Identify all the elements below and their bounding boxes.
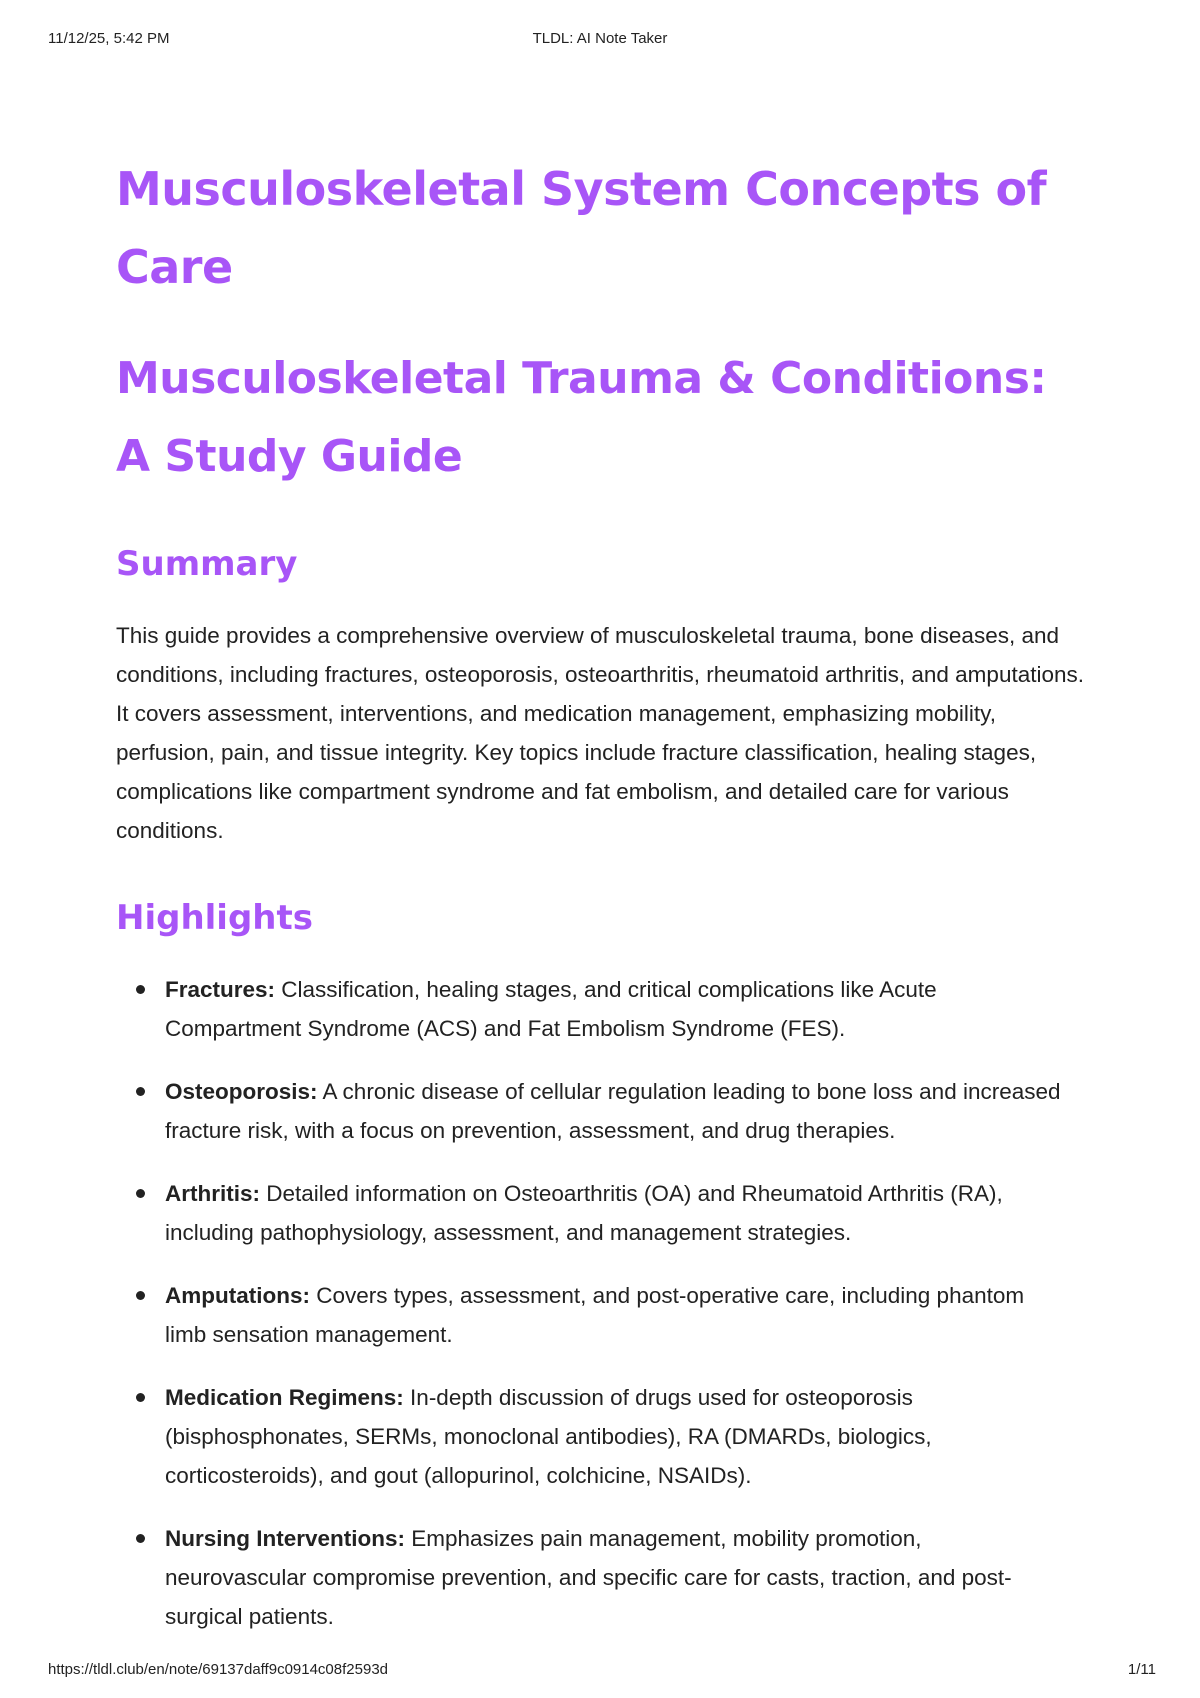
highlight-item (116, 1276, 1065, 1354)
highlight-text: Classification, healing stages, and critical complications like Acute Compartment Syndrome (ACS) and Fat Embolism Syndrome (FES). (165, 977, 937, 1041)
summary-heading: Summary (116, 544, 298, 584)
highlight-term: Nursing Interventions: (165, 1526, 406, 1551)
summary-text: This guide provides a comprehensive overview of musculoskeletal trauma, bone diseases, and conditions, including fractures, osteoporosis, osteoarthritis, rheumatoid arthritis, and amputations. It covers assessment, interventions, and medication management, emphasizing mobility, perfusion, pain, and tissue integrity. Key topics include fracture classification, healing stages, complications like compartment syndrome and fat embolism, and detailed care for various conditions. (116, 623, 1084, 843)
highlights-heading: Highlights (116, 898, 313, 938)
highlight-item (116, 1519, 1065, 1636)
bullet-icon (136, 1189, 145, 1198)
highlight-term: Osteoporosis: (165, 1079, 318, 1104)
bullet-icon (136, 1393, 145, 1402)
highlight-text: Covers types, assessment, and post-operative care, including phantom limb sensation management. (165, 1283, 1025, 1347)
print-page-title: TLDL: AI Note Taker (532, 30, 668, 47)
highlight-term: Fractures: (165, 977, 276, 1002)
bullet-icon (136, 1087, 145, 1096)
highlight-text: Detailed information on Osteoarthritis (OA) and Rheumatoid Arthritis (RA), including pathophysiology, assessment, and management strategies. (165, 1181, 1003, 1245)
print-datetime: 11/12/25, 5:42 PM (48, 30, 170, 47)
print-header (0, 30, 1200, 50)
highlight-item (116, 1378, 1065, 1495)
highlight-term: Medication Regimens: (165, 1385, 404, 1410)
print-url: https://tldl.club/en/note/69137daff9c0914c08f2593d (48, 1661, 388, 1678)
print-page-number: 1/11 (1127, 1661, 1156, 1678)
highlight-term: Arthritis: (165, 1181, 260, 1206)
highlight-item (116, 970, 1065, 1048)
bullet-icon (136, 985, 145, 994)
document-content (116, 150, 1096, 1660)
document-subtitle: Musculoskeletal Trauma & Conditions: A Study Guide (116, 353, 1047, 482)
highlight-text: A chronic disease of cellular regulation leading to bone loss and increased fracture risk, with a focus on prevention, assessment, and drug therapies. (165, 1079, 1061, 1143)
highlight-text: In-depth discussion of drugs used for osteoporosis (bisphosphonates, SERMs, monoclonal antibodies), RA (DMARDs, biologics, corticosteroids), and gout (allopurinol, colchicine, NSAIDs). (165, 1385, 932, 1488)
highlight-text: Emphasizes pain management, mobility promotion, neurovascular compromise prevention, and specific care for casts, traction, and post-surgical patients. (165, 1526, 1012, 1629)
highlight-item (116, 1174, 1065, 1252)
highlight-term: Amputations: (165, 1283, 310, 1308)
bullet-icon (136, 1291, 145, 1300)
highlight-item (116, 1072, 1065, 1150)
document-title: Musculoskeletal System Concepts of Care (116, 162, 1047, 294)
bullet-icon (136, 1534, 145, 1543)
highlights-list (116, 970, 1096, 1636)
print-footer (0, 1661, 1200, 1681)
